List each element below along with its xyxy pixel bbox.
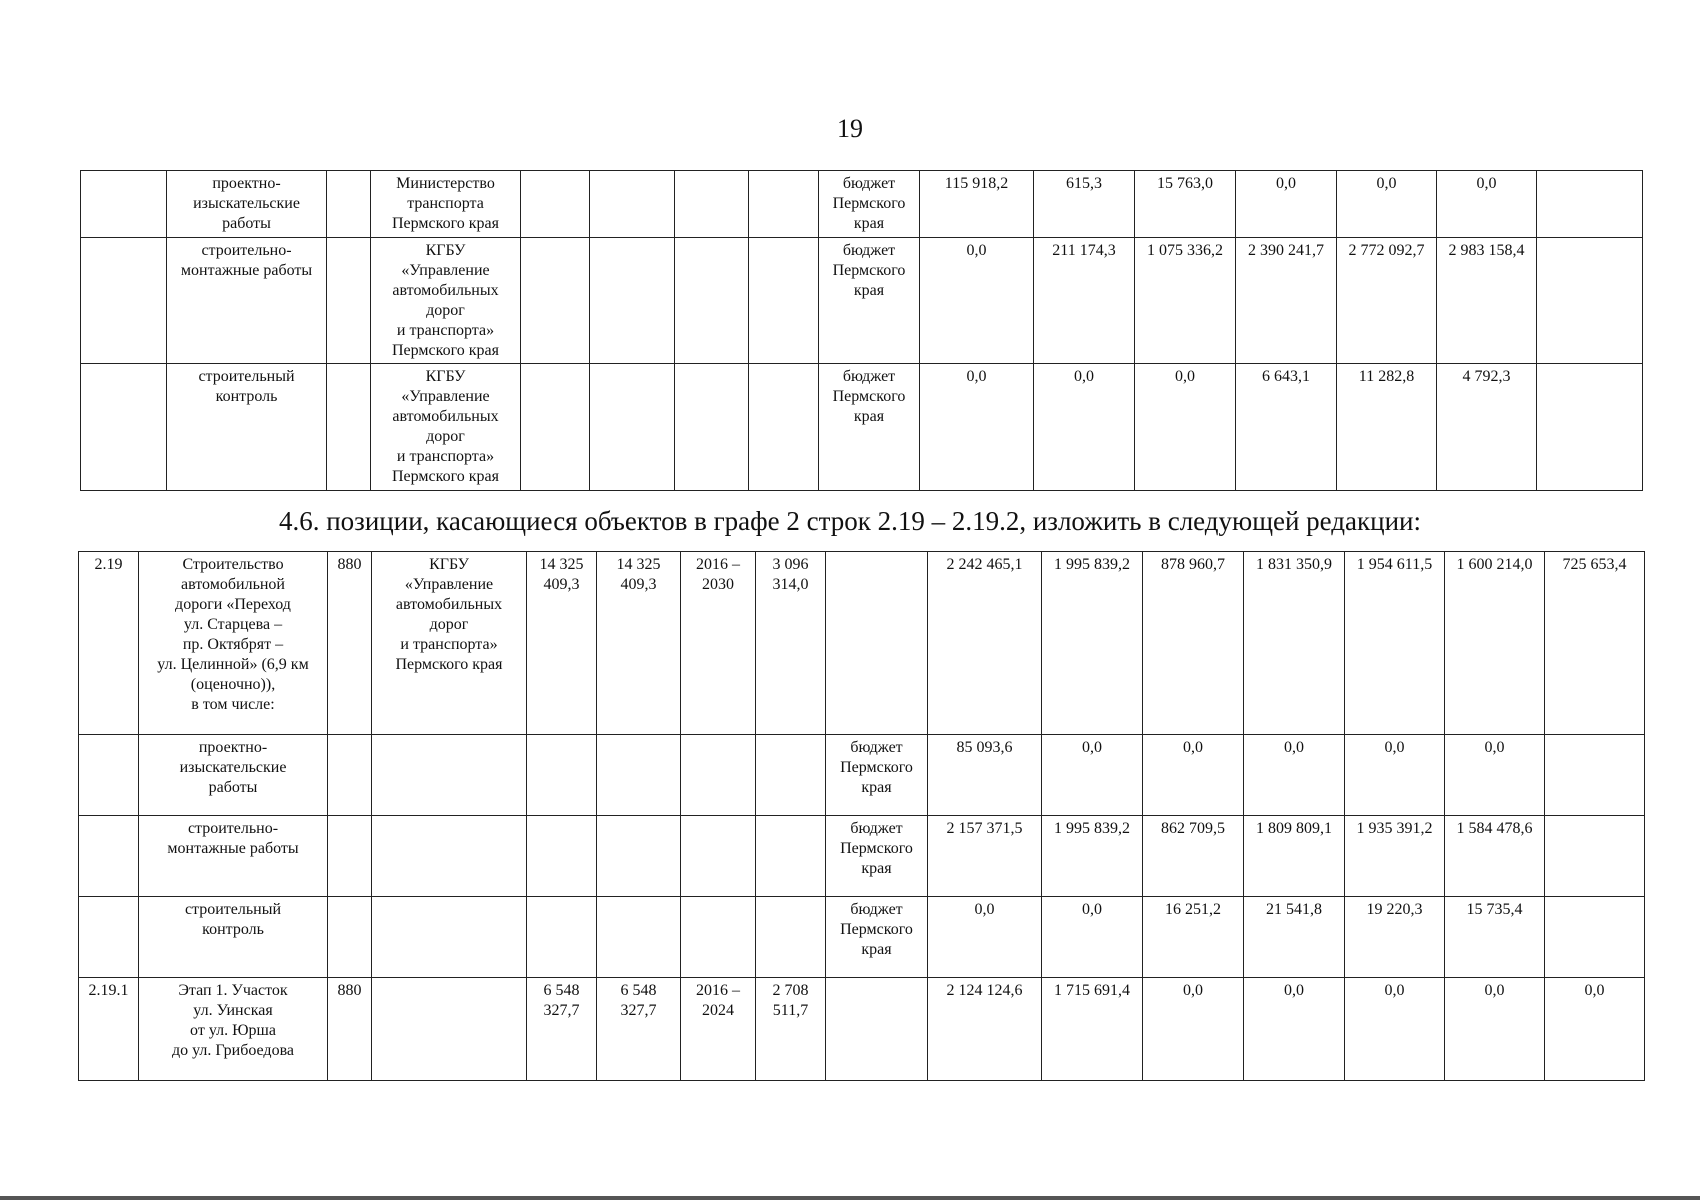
cell-code [327, 171, 371, 238]
cell-v6: 1 584 478,6 [1445, 816, 1545, 897]
cell-v3: 862 709,5 [1143, 816, 1244, 897]
cell-v1: 2 124 124,6 [928, 978, 1042, 1081]
table-row [79, 816, 1645, 897]
cell-code [327, 238, 371, 364]
cell-c6 [597, 816, 681, 897]
cell-v7: 0,0 [1545, 978, 1645, 1081]
cell-v6: 2 983 158,4 [1437, 238, 1537, 364]
cell-v3: 0,0 [1143, 735, 1244, 816]
cell-v7 [1545, 897, 1645, 978]
cell-num [79, 735, 139, 816]
cell-executor: КГБУ «Управление автомобильных дорог и транспорта» Пермского края [372, 552, 527, 735]
cell-v3: 16 251,2 [1143, 897, 1244, 978]
table-row [81, 171, 1643, 238]
scan-bottom-edge [0, 1196, 1700, 1200]
cell-v4: 0,0 [1244, 735, 1345, 816]
cell-name: Этап 1. Участок ул. Уинская от ул. Юрша до ул. Грибоедова [139, 978, 328, 1081]
cell-source: бюджет Пермского края [819, 171, 920, 238]
cell-v5: 0,0 [1345, 735, 1445, 816]
cell-v2: 0,0 [1042, 735, 1143, 816]
table-row [81, 238, 1643, 364]
cell-v2: 1 995 839,2 [1042, 552, 1143, 735]
cell-v2: 0,0 [1042, 897, 1143, 978]
cell-c6 [590, 171, 675, 238]
cell-v3: 1 075 336,2 [1135, 238, 1236, 364]
cell-c8 [756, 735, 826, 816]
table-row [79, 735, 1645, 816]
cell-c7 [675, 171, 749, 238]
cell-executor: КГБУ «Управление автомобильных дорог и транспорта» Пермского края [371, 238, 521, 364]
cell-v4: 0,0 [1236, 171, 1337, 238]
cell-source [826, 552, 928, 735]
cell-executor [372, 735, 527, 816]
cell-v1: 0,0 [920, 238, 1034, 364]
cell-c5: 14 325 409,3 [527, 552, 597, 735]
cell-executor [372, 816, 527, 897]
cell-v4: 2 390 241,7 [1236, 238, 1337, 364]
cell-num [81, 364, 167, 491]
cell-c8 [749, 238, 819, 364]
section-heading: 4.6. позиции, касающиеся объектов в графе 2 строк 2.19 – 2.19.2, изложить в следующей редакции: [278, 506, 1421, 536]
bottom-budget-table [78, 551, 1645, 1081]
cell-v7 [1545, 816, 1645, 897]
cell-num [79, 816, 139, 897]
cell-v5: 0,0 [1345, 978, 1445, 1081]
cell-v3: 0,0 [1135, 364, 1236, 491]
cell-c6: 6 548 327,7 [597, 978, 681, 1081]
cell-v3: 878 960,7 [1143, 552, 1244, 735]
cell-v6: 4 792,3 [1437, 364, 1537, 491]
cell-v2: 1 715 691,4 [1042, 978, 1143, 1081]
cell-v1: 2 157 371,5 [928, 816, 1042, 897]
cell-v4: 0,0 [1244, 978, 1345, 1081]
cell-source: бюджет Пермского края [819, 364, 920, 491]
cell-v7 [1545, 735, 1645, 816]
cell-c8 [756, 816, 826, 897]
cell-v7 [1537, 171, 1643, 238]
cell-v5: 0,0 [1337, 171, 1437, 238]
cell-c7 [681, 816, 756, 897]
cell-source [826, 978, 928, 1081]
cell-name: строительный контроль [139, 897, 328, 978]
cell-executor [372, 897, 527, 978]
cell-c7 [681, 735, 756, 816]
cell-c6 [590, 238, 675, 364]
cell-num [81, 238, 167, 364]
cell-v1: 0,0 [928, 897, 1042, 978]
cell-c7 [675, 364, 749, 491]
cell-v7 [1537, 364, 1643, 491]
cell-c8 [756, 897, 826, 978]
cell-c8 [749, 171, 819, 238]
table-row [79, 897, 1645, 978]
cell-v6: 1 600 214,0 [1445, 552, 1545, 735]
cell-num: 2.19.1 [79, 978, 139, 1081]
cell-code [327, 364, 371, 491]
cell-c7 [681, 897, 756, 978]
cell-name: проектно- изыскательские работы [139, 735, 328, 816]
cell-c7: 2016 – 2024 [681, 978, 756, 1081]
cell-v4: 1 809 809,1 [1244, 816, 1345, 897]
cell-c6 [597, 897, 681, 978]
cell-c6 [590, 364, 675, 491]
cell-v1: 2 242 465,1 [928, 552, 1042, 735]
page-number: 19 [837, 114, 863, 143]
cell-c5 [521, 364, 590, 491]
cell-v3: 0,0 [1143, 978, 1244, 1081]
top-budget-table [80, 170, 1643, 491]
cell-c8: 3 096 314,0 [756, 552, 826, 735]
cell-c5 [527, 897, 597, 978]
cell-c8: 2 708 511,7 [756, 978, 826, 1081]
cell-c5 [521, 171, 590, 238]
cell-v6: 0,0 [1445, 978, 1545, 1081]
cell-code: 880 [328, 978, 372, 1081]
cell-v5: 11 282,8 [1337, 364, 1437, 491]
cell-c7: 2016 – 2030 [681, 552, 756, 735]
cell-num [81, 171, 167, 238]
cell-v4: 6 643,1 [1236, 364, 1337, 491]
cell-code: 880 [328, 552, 372, 735]
cell-source: бюджет Пермского края [826, 735, 928, 816]
cell-v3: 15 763,0 [1135, 171, 1236, 238]
cell-c8 [749, 364, 819, 491]
cell-c5 [527, 816, 597, 897]
cell-source: бюджет Пермского края [826, 816, 928, 897]
cell-v2: 615,3 [1034, 171, 1135, 238]
cell-code [328, 897, 372, 978]
cell-v5: 19 220,3 [1345, 897, 1445, 978]
cell-v5: 1 935 391,2 [1345, 816, 1445, 897]
cell-v1: 115 918,2 [920, 171, 1034, 238]
cell-code [328, 735, 372, 816]
cell-name: строительный контроль [167, 364, 327, 491]
cell-name: строительно- монтажные работы [167, 238, 327, 364]
cell-v5: 1 954 611,5 [1345, 552, 1445, 735]
cell-name: строительно- монтажные работы [139, 816, 328, 897]
cell-v4: 1 831 350,9 [1244, 552, 1345, 735]
cell-v1: 85 093,6 [928, 735, 1042, 816]
cell-v7 [1537, 238, 1643, 364]
table-row [79, 978, 1645, 1081]
cell-executor: Министерство транспорта Пермского края [371, 171, 521, 238]
cell-v6: 0,0 [1437, 171, 1537, 238]
table-row [79, 552, 1645, 735]
cell-c5: 6 548 327,7 [527, 978, 597, 1081]
cell-v6: 0,0 [1445, 735, 1545, 816]
cell-executor: КГБУ «Управление автомобильных дорог и транспорта» Пермского края [371, 364, 521, 491]
cell-num [79, 897, 139, 978]
table-row [81, 364, 1643, 491]
cell-v2: 0,0 [1034, 364, 1135, 491]
cell-num: 2.19 [79, 552, 139, 735]
cell-v6: 15 735,4 [1445, 897, 1545, 978]
cell-executor [372, 978, 527, 1081]
cell-v1: 0,0 [920, 364, 1034, 491]
cell-name: проектно- изыскательские работы [167, 171, 327, 238]
cell-c5 [521, 238, 590, 364]
cell-source: бюджет Пермского края [819, 238, 920, 364]
cell-c6: 14 325 409,3 [597, 552, 681, 735]
cell-name: Строительство автомобильной дороги «Переход ул. Старцева – пр. Октябрят – ул. Целинной» (6,9 км (оценочно)), в том числе: [139, 552, 328, 735]
cell-v5: 2 772 092,7 [1337, 238, 1437, 364]
cell-v2: 1 995 839,2 [1042, 816, 1143, 897]
cell-source: бюджет Пермского края [826, 897, 928, 978]
cell-c5 [527, 735, 597, 816]
cell-v7: 725 653,4 [1545, 552, 1645, 735]
cell-c6 [597, 735, 681, 816]
cell-v4: 21 541,8 [1244, 897, 1345, 978]
cell-v2: 211 174,3 [1034, 238, 1135, 364]
cell-code [328, 816, 372, 897]
cell-c7 [675, 238, 749, 364]
